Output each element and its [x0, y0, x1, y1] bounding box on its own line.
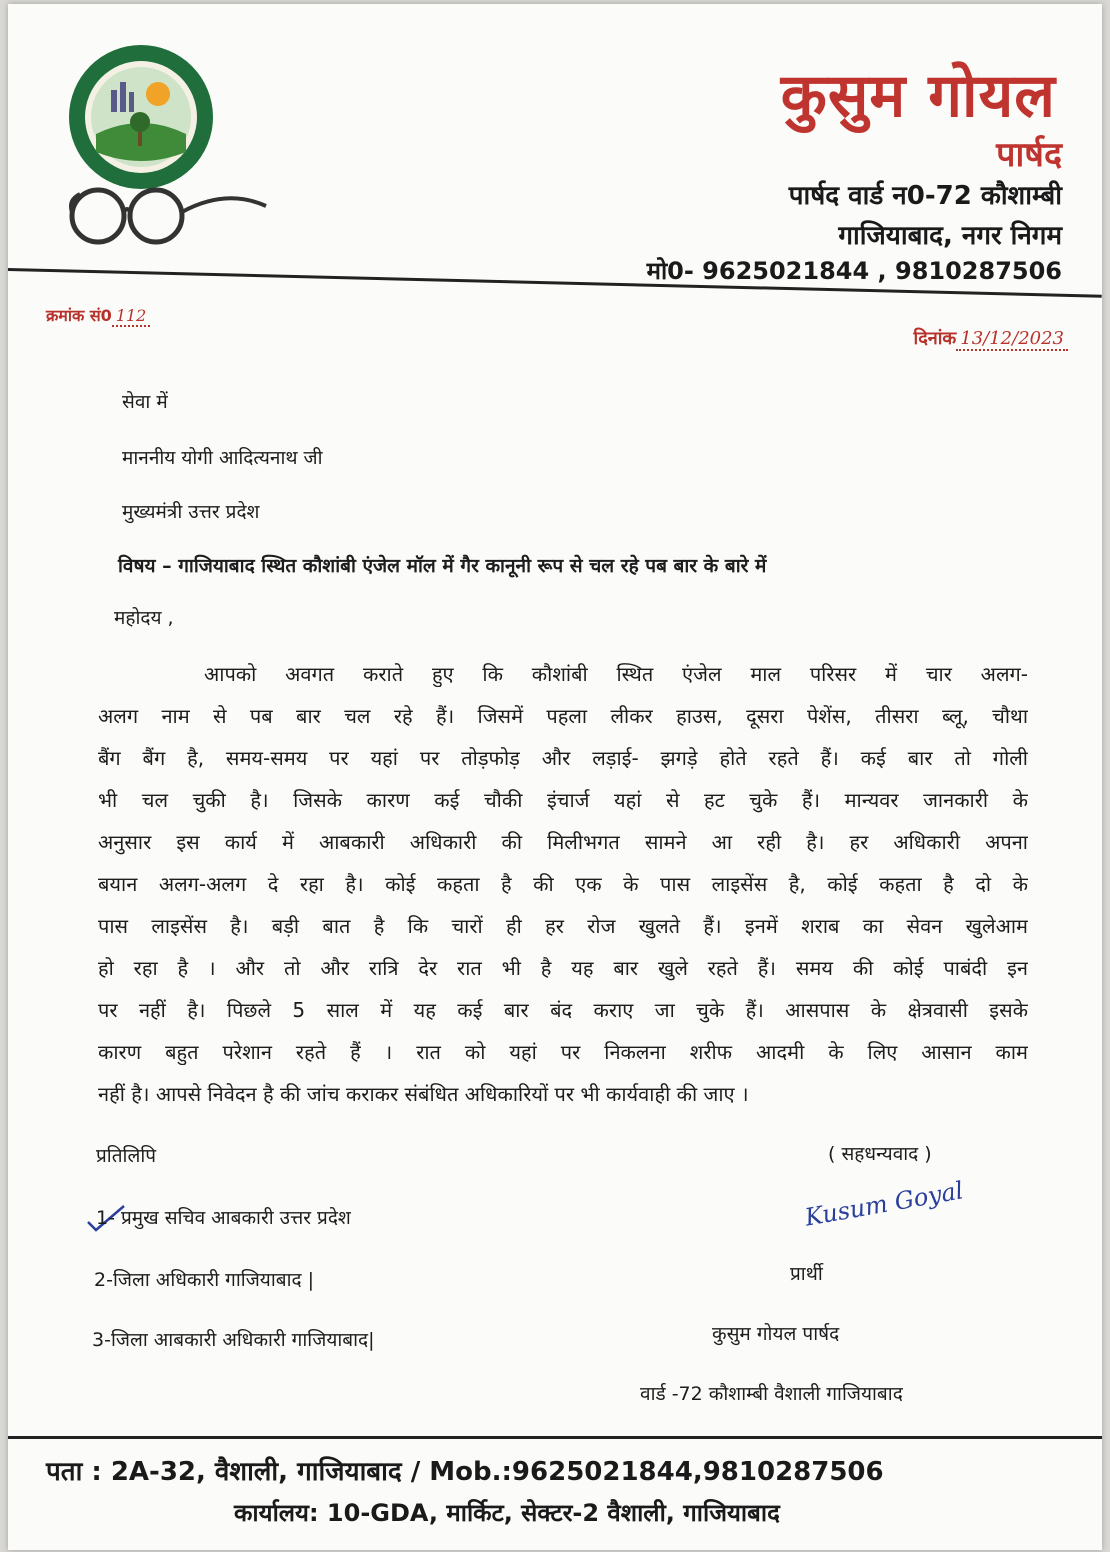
handwritten-signature: Kusum Goyal [802, 1176, 966, 1232]
councillor-name: कुसुम गोयल [780, 61, 1056, 131]
date-value: 13/12/2023 [956, 328, 1068, 351]
salutation: महोदय , [114, 607, 174, 629]
phone-line: मो0- 9625021844 , 9810287506 [646, 257, 1062, 285]
body-line: भी चल चुकी है। जिसके कारण कई चौकी इंचार्ज यहां से हट चुके हैं। मान्यवर जानकारी के [98, 788, 1028, 812]
body-line: पास लाइसेंस है। बड़ी बात है कि चारों ही हर रोज खुलते हैं। इनमें शराब का सेवन खुलेआम [98, 914, 1028, 938]
copies-heading: प्रतिलिपि [96, 1145, 157, 1167]
councillor-designation: पार्षद [996, 135, 1062, 175]
reference-label: क्रमांक सं0 [46, 306, 112, 325]
municipal-seal-logo [66, 42, 216, 192]
address-line-2: माननीय योगी आदित्यनाथ जी [122, 447, 323, 469]
city-line: गाजियाबाद, नगर निगम [838, 221, 1062, 251]
ward-line: पार्षद वार्ड न0-72 कौशाम्बी [788, 181, 1062, 211]
copy-item: 3-जिला आबकारी अधिकारी गाजियाबाद| [92, 1329, 375, 1351]
reference-number [46, 304, 150, 326]
body-line: बयान अलग-अलग दे रहा है। कोई कहता है की एक के पास लाइसेंस है, कोई कहता है दो के [98, 872, 1028, 896]
body-line: कारण बहुत परेशान रहते हैं । रात को यहां पर निकलना शरीफ आदमी के लिए आसान काम [98, 1040, 1028, 1064]
reference-value: 112 [112, 306, 151, 327]
footer-divider [8, 1436, 1102, 1439]
address-line-1: सेवा में [122, 391, 168, 413]
footer-address: पता : 2A-32, वैशाली, गाजियाबाद / Mob.:9625021844,9810287506 [46, 1457, 884, 1487]
applicant-label: प्रार्थी [790, 1263, 823, 1285]
date-label: दिनांक [913, 328, 957, 349]
letter-date [914, 326, 1068, 350]
address-line-3: मुख्यमंत्री उत्तर प्रदेश [122, 501, 260, 523]
body-line: अनुसार इस कार्य में आबकारी अधिकारी की मिलीभगत सामने आ रही है। हर अधिकारी अपना [98, 830, 1028, 854]
body-line: पर नहीं है। पिछले 5 साल में यह कई बार बंद कराए जा चुके हैं। आसपास के क्षेत्रवासी इसके [98, 998, 1028, 1022]
letter-sheet [8, 4, 1102, 1550]
body-line: नहीं है। आपसे निवेदन है की जांच कराकर संबंधित अधिकारियों पर भी कार्यवाही की जाए । [98, 1082, 749, 1106]
body-line: आपको अवगत कराते हुए कि कौशांबी स्थित एंजेल माल परिसर में चार अलग- [204, 662, 1028, 686]
body-line: अलग नाम से पब बार चल रहे हैं। जिसमें पहला लीकर हाउस, दूसरा पेशेंस, तीसरा ब्लू, चौथा [98, 704, 1028, 728]
signer-address: वार्ड -72 कौशाम्बी वैशाली गाजियाबाद [640, 1383, 903, 1405]
copy-item: 1- प्रमुख सचिव आबकारी उत्तर प्रदेश [96, 1207, 351, 1229]
signer-name: कुसुम गोयल पार्षद [712, 1323, 840, 1345]
copy-item: 2-जिला अधिकारी गाजियाबाद | [94, 1269, 315, 1291]
swachh-bharat-glasses-logo [66, 182, 276, 262]
thanks-text: ( सहधन्यवाद ) [828, 1143, 932, 1165]
body-line: बैंग बैंग है, समय-समय पर यहां पर तोड़फोड़ और लड़ाई- झगड़े होते रहते हैं। कई बार तो गोली [98, 746, 1028, 770]
subject-line: विषय – गाजियाबाद स्थित कौशांबी एंजेल मॉल में गैर कानूनी रूप से चल रहे पब बार के बारे में [118, 555, 767, 577]
footer-office: कार्यालय: 10-GDA, मार्किट, सेक्टर-2 वैशाली, गाजियाबाद [234, 1499, 780, 1527]
body-line: हो रहा है । और तो और रात्रि देर रात भी है यह बार खुले रहते हैं। समय की कोई पाबंदी इन [98, 956, 1028, 980]
